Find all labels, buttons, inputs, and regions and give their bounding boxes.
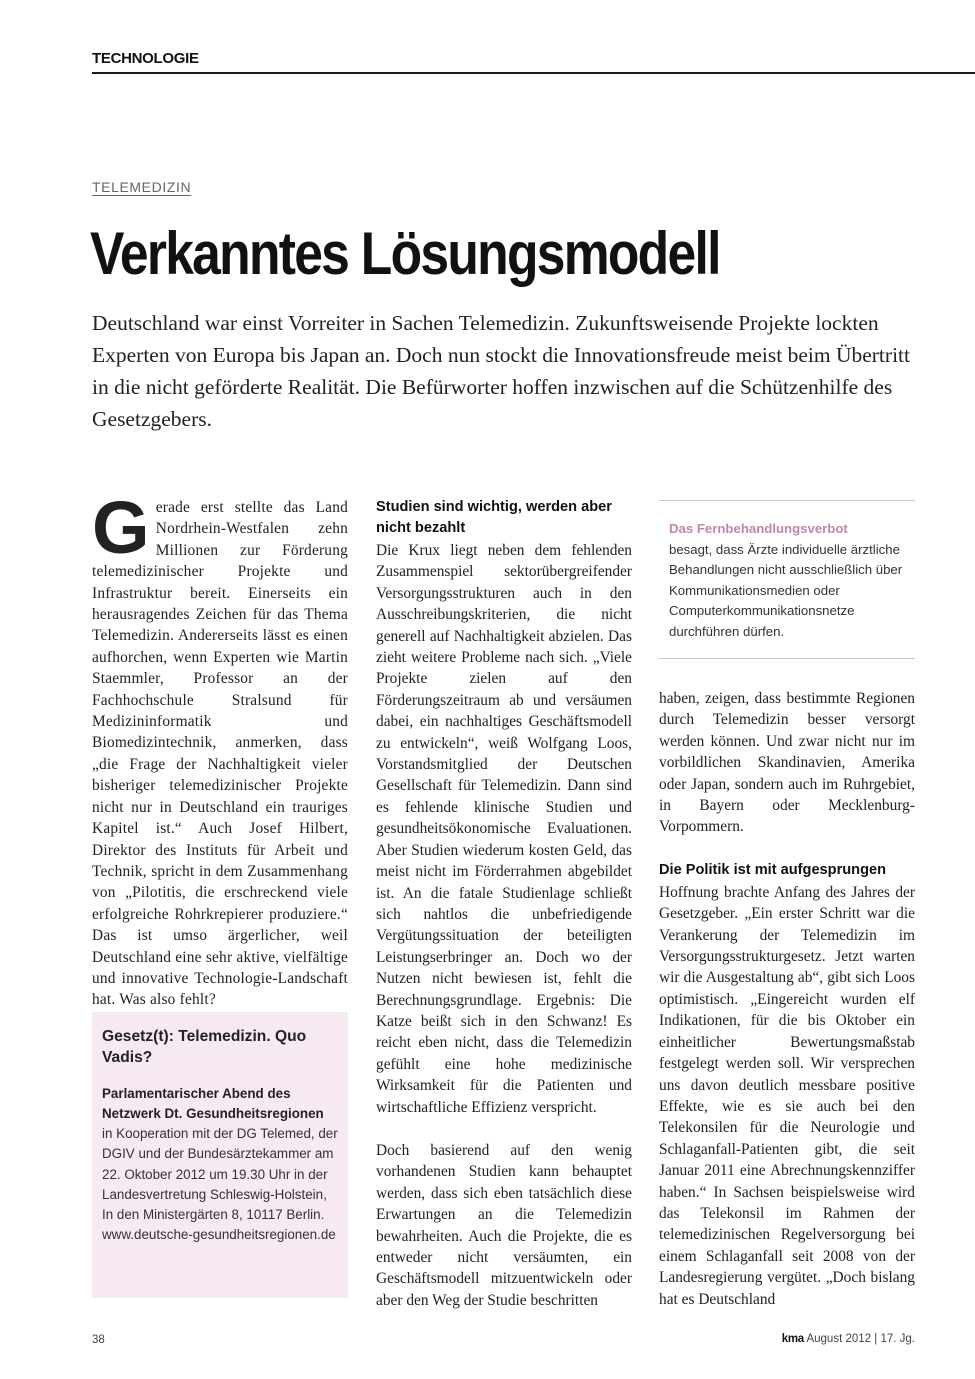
- column-1: [92, 486, 348, 1011]
- col2-paragraph-1: Die Krux liegt neben dem fehlenden Zusammenspiel sektorübergreifender Versorgungsstrukturen auch in den Ausschreibungskriterien, die nicht generell auf Nachhaltigkeit abzielen. Das zieht weitere Probleme nach sich. „Viele Projekte zielen auf den Förderungszeitraum ab und versäumen dabei, ein nachhaltiges Geschäftsmodell zu entwickeln“, weiß Wolfgang Loos, Vorstandsmitglied der Deutschen Gesellschaft für Telemedizin. Dann sind es fehlende klinische Studien und gesundheitsökonomische Evaluationen. Aber Studien wiederum kosten Geld, das meist nicht im Förderrahmen abgebildet ist. An die fatale Studienlage schließt sich nahtlos die unbefriedigende Vergütungssituation der beteiligten Leistungserbringer an. Doch wo der Nutzen nicht bewiesen ist, fehlt die Berechnungsgrundlage. Ergebnis: Die Katze beißt sich in den Schwanz! Es reicht eben nicht, dass die Telemedizin gefühlt eine hohe medizinische Wirksamkeit für die Patienten und wirtschaftliche Effizienz verspricht.: [376, 542, 632, 1116]
- col1-paragraph: [92, 486, 348, 1011]
- col3-paragraph-2: Hoffnung brachte Anfang des Jahres der Gesetzgeber. „Ein erster Schritt war die Verankerung der Telemedizin im Versorgungsstrukturgesetz. Jetzt warten wir die Ausgestaltung ab“, gibt sich Loos optimistisch. „Eingereicht wurden elf Indikationen, für die bis Oktober ein einheitlicher Bewertungsmaßstab festgelegt werden soll. Wir versprechen uns davon deutlich messbare positive Effekte, wie es sie auch bei den Telekonsilen für die Neurologie und Schlaganfall-Patienten gibt, die seit Januar 2011 eine Abrechnungskennziffer haben.“ In Sachsen beispielsweise wird das Telekonsil im Rahmen der telemedizinischen Regelversorgung bei einem Schlaganfall seit 2008 von der Landesregierung vergütet. „Doch bislang hat es Deutschland: [659, 883, 915, 1308]
- publication-brand: kma: [781, 1333, 804, 1345]
- header-rule: [92, 72, 975, 74]
- side-note-title: Das Fernbehandlungsverbot: [669, 521, 848, 536]
- article-kicker[interactable]: TELEMEDIZIN: [92, 179, 192, 195]
- col3-paragraph-1: haben, zeigen, dass bestimmte Regionen durch Telemedizin besser versorgt werden können. Und zwar nicht nur im vorbildlichen Skandinavien, Amerika oder Japan, sondern auch im Ruhrgebiet, in Bayern oder Mecklenburg-Vorpommern.: [659, 690, 915, 836]
- volume: 17. Jg.: [880, 1333, 915, 1345]
- footer-separator: |: [874, 1333, 878, 1345]
- event-info-box: [92, 1012, 348, 1298]
- article-lead: Deutschland war einst Vorreiter in Sachen Telemedizin. Zukunftsweisende Projekte lockten Experten von Europa bis Japan an. Doch nun stockt die Innovationsfreude meist beim Übertritt in die nicht geförderte Realität. Die Befürworter hoffen inzwischen auf die Schützenhilfe des Gesetzgebers.: [92, 311, 910, 431]
- side-note-content: [659, 501, 915, 658]
- section-label: TECHNOLOGIE: [92, 50, 199, 67]
- side-note-bottom-rule: [659, 658, 915, 659]
- info-box-title: Gesetz(t): Telemedizin. Quo Vadis?: [102, 1028, 307, 1066]
- col1-text: erade erst stellte das Land Nordrhein-Westfalen zehn Millionen zur Förderung telemedizinischer Projekte und Infrastruktur bereit. Einerseits ein herausragendes Zeichen für das Thema Telemedizin. Andererseits lässt es einen aufhorchen, wenn Experten wie Martin Staemmler, Professor an der Fachhochschule Stralsund für Medizininformatik und Biomedizintechnik, anmerken, dass „die Frage der Nachhaltigkeit vieler bisheriger telemedizinischer Projekte nicht nur in Deutschland ein trauriges Kapitel ist.“ Auch Josef Hilbert, Direktor des Instituts für Arbeit und Technik, spricht in dem Zusammenhang von „Pilotitis, die erschreckend viele erfolgreiche Rohrkrepierer produziere.“ Das ist umso ärgerlicher, weil Deutschland eine sehr aktive, vielfältige und innovative Technologie-Landschaft hat. Was also fehlt?: [92, 499, 348, 1009]
- info-box-body: in Kooperation mit der DG Telemed, der DGIV und der Bundesärztekammer am 22. Oktober 2012 um 19.30 Uhr in der Landesvertretung Schleswig-Holstein, In den Ministergärten 8, 10117 Berlin.: [102, 1126, 338, 1223]
- col2-paragraph-2: Doch basierend auf den wenig vorhandenen Studien kann behauptet werden, dass sich eben tatsächlich diese Erwartungen an die Telemedizin bewahrheiten. Auch die Projekte, die es entweder nicht versäumten, ein Geschäftsmodell mitzuentwickeln oder aber den Weg der Studie beschritten: [376, 1141, 632, 1309]
- issue-date: August 2012: [806, 1333, 872, 1345]
- footer-publication: [782, 1333, 915, 1345]
- drop-cap: G: [92, 486, 150, 569]
- page-number: 38: [92, 1334, 105, 1346]
- side-note-text: besagt, dass Ärzte individuelle ärztliche Behandlungen nicht ausschließlich über Kommunikationsmedien oder Computerkommunikationsnetze durchführen dürfen.: [669, 541, 903, 639]
- info-box-url[interactable]: www.deutsche-gesundheitsregionen.de: [102, 1227, 336, 1243]
- column-3: [659, 688, 915, 1310]
- paragraph-gap: [659, 838, 915, 860]
- article-title: Verkanntes Lösungsmodell: [90, 220, 720, 287]
- col3-subheading: Die Politik ist mit aufgesprungen: [659, 861, 887, 878]
- side-note-box: [659, 500, 915, 659]
- column-2: [376, 497, 632, 1311]
- col2-subheading: Studien sind wichtig, werden aber nicht bezahlt: [376, 499, 612, 536]
- info-box-subtitle: Parlamentarischer Abend des Netzwerk Dt. Gesundheitsregionen: [102, 1086, 324, 1121]
- paragraph-gap: [376, 1118, 632, 1140]
